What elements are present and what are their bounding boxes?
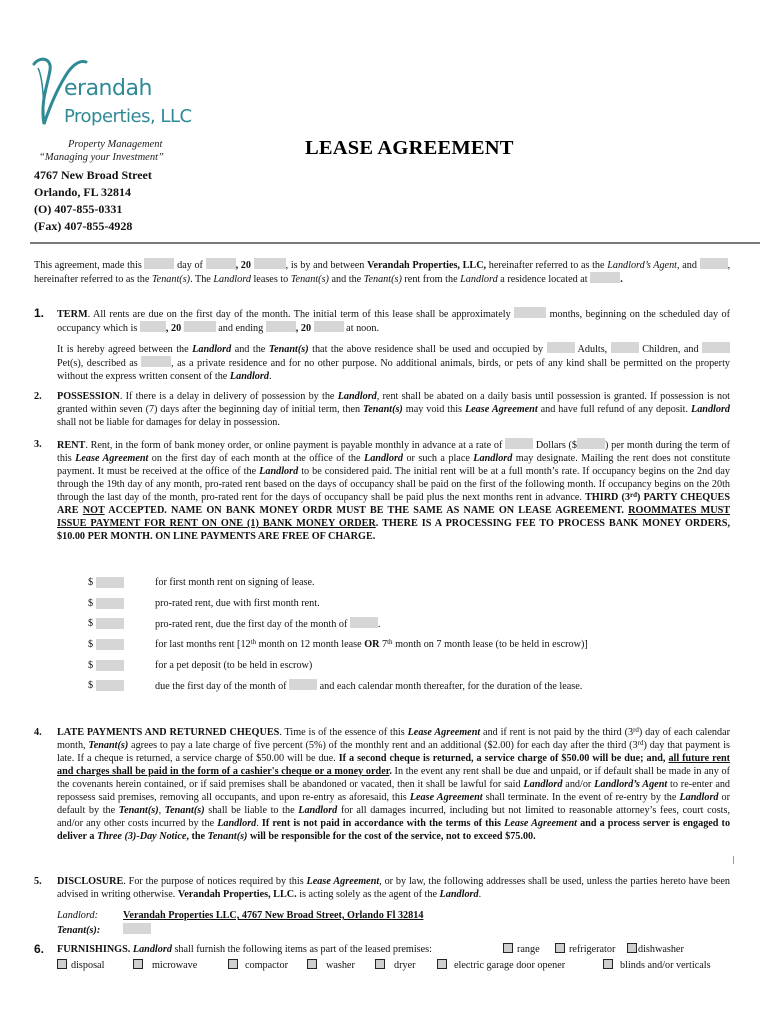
- logo-subtitle: Property Management: [68, 139, 163, 150]
- refrigerator-checkbox[interactable]: [555, 943, 565, 953]
- compactor-checkbox[interactable]: [228, 959, 238, 969]
- fee-row: $ for last months rent [12th month on 12 month lease OR 7th month on 7 month lease (to be held in escrow)]: [88, 638, 588, 651]
- fee-row: $ pro-rated rent, due with first month rent.: [88, 597, 320, 609]
- tenant-notice-row: Tenant(s):: [57, 923, 151, 937]
- rent-amount-field[interactable]: [577, 438, 605, 449]
- company-address: [34, 167, 152, 235]
- disposal-checkbox[interactable]: [57, 959, 67, 969]
- fee-row: $ pro-rated rent, due the first day of the month of .: [88, 618, 381, 631]
- garage-door-opener-checkbox[interactable]: [437, 959, 447, 969]
- rent-words-field[interactable]: [505, 438, 533, 449]
- section-rent: 3. RENT. Rent, in the form of bank money order, or online payment is payable monthly in advance at a rate of Dollars ($ ) per month during the term of this Lease Agreement on the first day of each month at the office of the Landlord or such a place Landlord may designate. Mailing the rent does not constitute payment. It must be received at the office of the Landlord to be considered paid. The initial rent will be at a full month’s rate. If occupancy begins on the 2nd day through the 19th day of any month, pro-rated rent based on the days of occupancy shall be paid on the first of the following month. If occupancy begins on the 20th through the last day of the month, pro-rated rent for the days of occupancy shall be paid plus the next months rent in advance. THIRD (3rd) PARTY CHEQUES ARE NOT ACCEPTED. NAME ON BANK MONEY ORDR MUST BE THE SAME AS NAME ON LEASE AGREEMENT. ROOMMATES MUST ISSUE PAYMENT FOR RENT ON ONE (1) BANK MONEY ORDER. THERE IS A PROCESSING FEE TO PROCESS BANK MONEY ORDERS, $10.00 PER MONTH. ON LINE PAYMENTS ARE FREE OF CHARGE.: [34, 439, 731, 542]
- address-city: Orlando, FL 32814: [34, 185, 132, 199]
- logo-text-line1: erandah: [64, 76, 152, 101]
- blinds-checkbox[interactable]: [603, 959, 613, 969]
- start-date-field[interactable]: [140, 321, 166, 332]
- furnishing-blinds[interactable]: blinds and/or verticals: [603, 959, 711, 972]
- fee-row: $ due the first day of the month of and each calendar month thereafter, for the duration of the lease.: [88, 680, 583, 693]
- prorated-month-field[interactable]: [350, 617, 378, 628]
- furnishing-disposal[interactable]: disposal: [57, 959, 104, 972]
- prorated-rent-field[interactable]: [96, 598, 124, 609]
- landlord-notice-address: Verandah Properties LLC, 4767 New Broad Street, Orlando Fl 32814: [123, 910, 424, 921]
- fee-row: $ for first month rent on signing of lease.: [88, 577, 315, 588]
- address-street: 4767 New Broad Street: [34, 168, 152, 182]
- start-year-field[interactable]: [184, 321, 216, 332]
- margin-mark: [733, 856, 734, 864]
- fee-schedule: [88, 576, 688, 700]
- dishwasher-checkbox[interactable]: [627, 943, 637, 953]
- last-month-rent-field[interactable]: [96, 639, 124, 650]
- residence-address-field[interactable]: [590, 272, 620, 283]
- landlord-notice-row: Landlord: Verandah Properties LLC, 4767 New Broad Street, Orlando Fl 32814: [57, 910, 424, 921]
- furnishing-compactor[interactable]: compactor: [228, 959, 288, 972]
- dryer-checkbox[interactable]: [375, 959, 385, 969]
- fee-row: $ for a pet deposit (to be held in escrow): [88, 659, 313, 671]
- adults-count-field[interactable]: [547, 342, 575, 353]
- microwave-checkbox[interactable]: [133, 959, 143, 969]
- pets-count-field[interactable]: [702, 342, 730, 353]
- term-months-field[interactable]: [514, 307, 546, 318]
- intro-paragraph: This agreement, made this day of , 20 , is by and between Verandah Properties, LLC, hereinafter referred to as the Landlord’s Agent, and , hereinafter referred to as the Tenant(s). The Landlord leases to Tenant(s) and the Tenant(s) rent from the Landlord a residence located at .: [34, 260, 731, 285]
- company-logo: [30, 52, 195, 164]
- furnishing-range[interactable]: range: [503, 943, 540, 956]
- children-count-field[interactable]: [611, 342, 639, 353]
- prorated-rent-month-amount-field[interactable]: [96, 618, 124, 629]
- pet-description-field[interactable]: [141, 356, 171, 367]
- furnishing-dishwasher[interactable]: dishwasher: [627, 943, 684, 956]
- month-field[interactable]: [206, 258, 236, 269]
- pet-deposit-field[interactable]: [96, 660, 124, 671]
- furnishing-refrigerator[interactable]: refrigerator: [555, 943, 615, 956]
- logo-tagline: “Managing your Investment”: [39, 152, 164, 163]
- logo-text-line2: Properties, LLC: [64, 106, 192, 127]
- washer-checkbox[interactable]: [307, 959, 317, 969]
- address-fax: (Fax) 407-855-4928: [34, 219, 133, 233]
- section-term: 1. TERM. All rents are due on the first day of the month. The initial term of this lease shall be approximately months, beginning on the scheduled day of occupancy which is , 20 and ending , 20 at noon. It is hereby agreed between the Landlord and the Tenant(s) that the above residence shall be used and occupied by Adults, Children, and Pet(s), described as , as a private residence and for no other purpose. No additional animals, birds, or pets of any kind shall be permitted on the property without the express written consent of the Landlord.: [34, 306, 731, 382]
- section-disclosure: 5. DISCLOSURE. For the purpose of notices required by this Lease Agreement, or by law, the following addresses shall be used, unless the parties hereto have been advised in writing otherwise. Verandah Properties, LLC. is acting solely as the agent of the Landlord.: [34, 876, 730, 900]
- first-month-rent-field[interactable]: [96, 577, 124, 588]
- address-office-phone: (O) 407-855-0331: [34, 202, 123, 216]
- section-late-payments: 4. LATE PAYMENTS AND RETURNED CHEQUES. Time is of the essence of this Lease Agreement and if rent is not paid by the third (3rd) day of each calendar month, Tenant(s) agrees to pay a late charge of five percent (5%) of the monthly rent and an additional ($2.00) for each day after the third (3rd) day that payment is late. If a cheque is returned, a service charge of $50.00 will be due. If a second cheque is returned, a service charge of $50.00 will be due; and, all future rent and charges shall be paid in the form of a cashier's cheque or a money order. In the event any rent shall be due and unpaid, or if default shall be made in any of the covenants herein contained, or if said premises shall be abandoned or vacated, then it shall be lawful for said Landlord and/or Landlord’s Agent to re-enter and repossess said premises, removing all occupants, and upon re-entry as aforesaid, this Lease Agreement shall terminate. In the event of re-entry by the Landlord or default by the Tenant(s), Tenant(s) shall be liable to the Landlord for all damages incurred, including but not limited to reasonable attorney’s fees, court costs, and/or any other costs incurred by the Landlord. If rent is not paid in accordance with the terms of this Lease Agreement and a process server is engaged to deliver a Three (3)-Day Notice, the Tenant(s) will be responsible for the cost of the service, not to exceed $75.00.: [34, 726, 731, 842]
- header-divider: [30, 242, 760, 244]
- furnishing-microwave[interactable]: microwave: [133, 959, 197, 972]
- furnishing-dryer[interactable]: dryer: [375, 959, 416, 972]
- landlord-name-field[interactable]: [700, 258, 728, 269]
- start-month-field[interactable]: [289, 679, 317, 690]
- range-checkbox[interactable]: [503, 943, 513, 953]
- furnishing-garage-door-opener[interactable]: electric garage door opener: [437, 959, 565, 972]
- end-year-field[interactable]: [314, 321, 344, 332]
- section-furnishings: 6. FURNISHINGS. Landlord shall furnish the following items as part of the leased premises:: [34, 942, 432, 956]
- day-field[interactable]: [144, 258, 174, 269]
- monthly-due-amount-field[interactable]: [96, 680, 124, 691]
- year-field[interactable]: [254, 258, 286, 269]
- section-possession: 2. POSSESSION. If there is a delay in delivery of possession by the Landlord, rent shall be abated on a daily basis until possession is granted. If possession is not granted within seven (7) days after the beginning day of initial term, then Tenant(s) may void this Lease Agreement and have full refund of any deposit. Landlord shall not be liable for damages for delay in possession.: [34, 391, 731, 428]
- end-date-field[interactable]: [266, 321, 296, 332]
- furnishing-washer[interactable]: washer: [307, 959, 355, 972]
- document-title: LEASE AGREEMENT: [305, 137, 514, 159]
- tenant-notice-field[interactable]: [123, 923, 151, 934]
